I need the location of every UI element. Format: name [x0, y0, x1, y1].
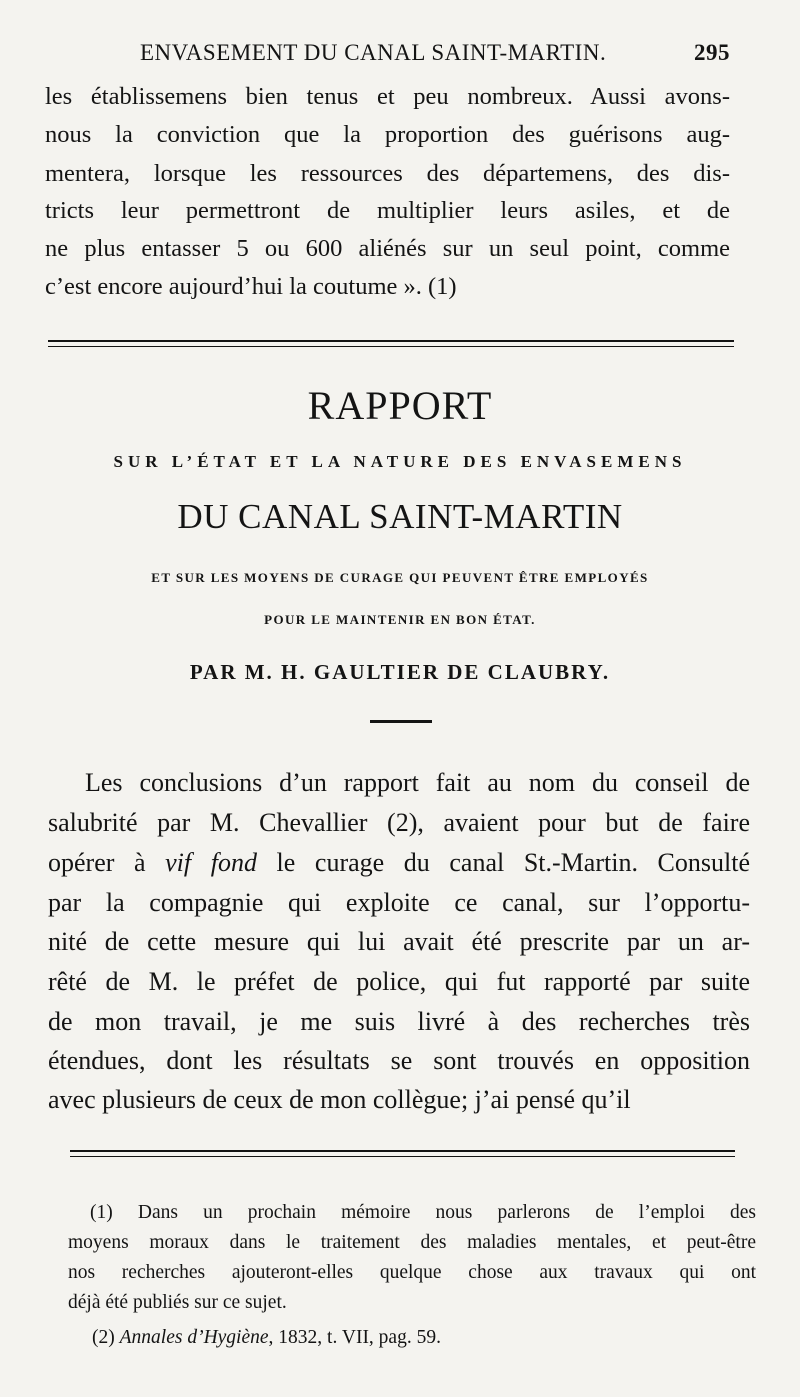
report-subtitle: SUR L’ÉTAT ET LA NATURE DES ENVASEMENS [113, 452, 687, 471]
section-divider [48, 340, 734, 347]
body-line: avec plusieurs de ceux de mon collègue; j’ai pensé qu’il [48, 1085, 631, 1114]
body-line: salubrité par M. Chevallier (2), avaient pour but de faire [48, 808, 750, 837]
footnote-line: déjà été publiés sur ce sujet. [68, 1292, 287, 1313]
journal-title: Annales d’Hygiène [119, 1327, 269, 1348]
body-line: par la compagnie qui exploite ce canal, sur l’opportu- [48, 888, 750, 917]
footnote-line: (2) Annales d’Hygiène, 1832, t. VII, pag. 59. [92, 1327, 441, 1348]
intro-line: tricts leur permettront de multiplier leurs asiles, et de [45, 197, 730, 224]
report-subtitle-means: ET SUR LES MOYENS DE CURAGE QUI PEUVENT ÊTRE EMPLOYÉS [151, 570, 649, 585]
footnote-line: (1) Dans un prochain mémoire nous parlerons de l’emploi des [90, 1202, 756, 1223]
title-rule [370, 720, 432, 723]
report-author: PAR M. H. GAULTIER DE CLAUBRY. [189, 660, 611, 684]
body-line: Les conclusions d’un rapport fait au nom du conseil de [85, 768, 750, 797]
report-title: RAPPORT [307, 383, 493, 428]
body-line: de mon travail, je me suis livré à des recherches très [48, 1007, 750, 1036]
running-head-title: ENVASEMENT DU CANAL SAINT-MARTIN. [140, 40, 607, 65]
running-head [140, 40, 730, 72]
footnote-line: nos recherches ajouteront-elles quelque chose aux travaux qui ont [68, 1262, 756, 1283]
footnote-line: moyens moraux dans le traitement des maladies mentales, et peut-être [68, 1232, 756, 1253]
body-line: opérer à vif fond le curage du canal St.-Martin. Consulté [48, 848, 750, 877]
intro-line: les établissemens bien tenus et peu nombreux. Aussi avons- [45, 83, 730, 110]
report-subtitle-maintain: POUR LE MAINTENIR EN BON ÉTAT. [264, 612, 536, 627]
body-line: rêté de M. le préfet de police, qui fut rapporté par suite [48, 967, 750, 996]
body-line: étendues, dont les résultats se sont trouvés en opposition [48, 1046, 750, 1075]
intro-line: mentera, lorsque les ressources des départemens, des dis- [45, 160, 730, 187]
footnote-divider [70, 1150, 735, 1157]
italic-phrase: vif fond [165, 848, 257, 877]
page-number: 295 [694, 40, 730, 65]
intro-line: nous la conviction que la proportion des guérisons aug- [45, 121, 730, 148]
body-line: nité de cette mesure qui lui avait été prescrite par un ar- [48, 927, 750, 956]
report-canal-title: DU CANAL SAINT-MARTIN [177, 497, 623, 536]
intro-line: ne plus entasser 5 ou 600 aliénés sur un seul point, comme [45, 235, 730, 262]
intro-line: c’est encore aujourd’hui la coutume ». (1) [45, 273, 457, 300]
